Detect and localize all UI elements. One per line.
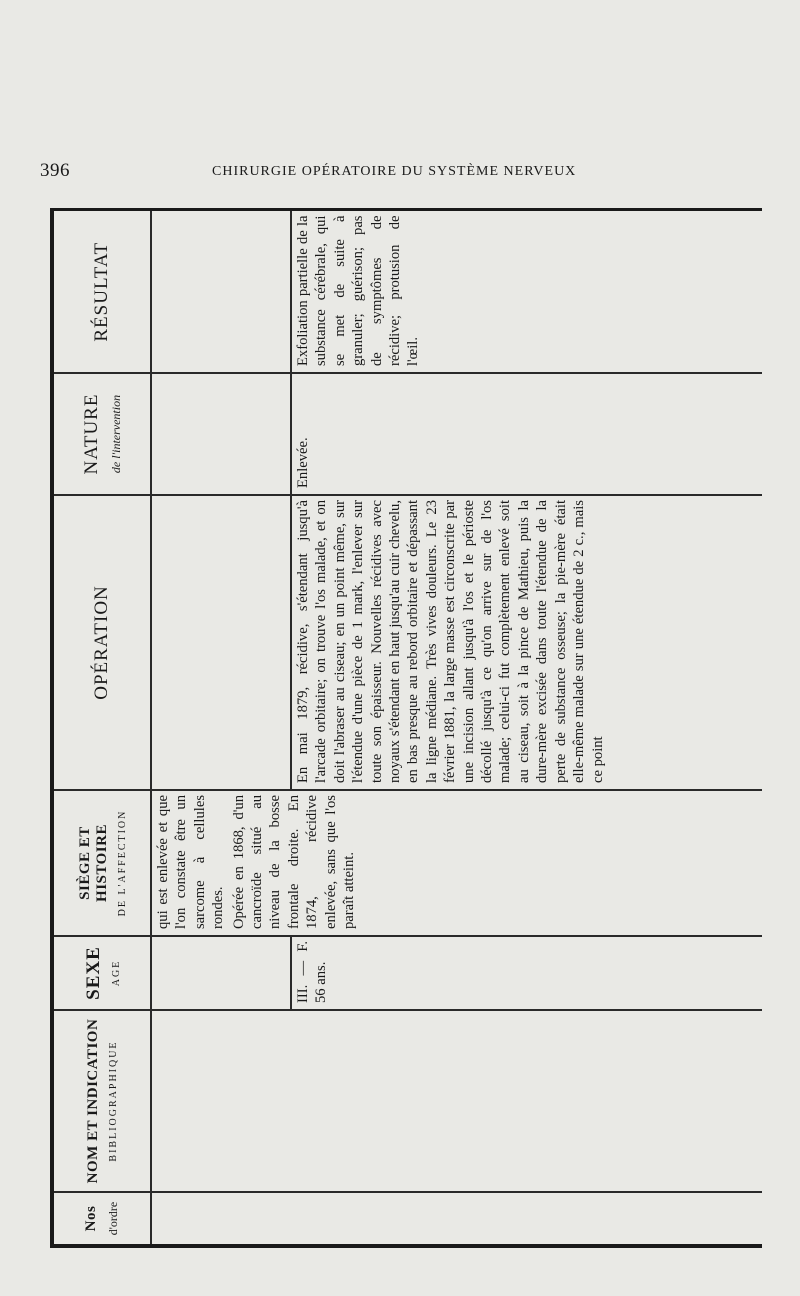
sexe-age-text: III. — F. 56 ans. [295,941,330,1003]
nom-header-line2: BIBLIOGRAPHIQUE [108,1040,119,1162]
nom-header-line1: NOM ET INDICATION [85,1018,101,1184]
resultat-header: RÉSULTAT [91,241,112,342]
cell-siege [151,790,762,936]
col-header-nom [52,1010,151,1192]
col-header-operation [52,495,151,790]
ordre-header-line2: d'ordre [106,1201,120,1236]
sexe-header-line2: AGE [110,959,122,987]
siege-header-line1: SIÈGE ET HISTOIRE [76,824,110,902]
col-header-siege [52,790,151,936]
resultat-text: Exfoliation partielle de la substance cérébrale, qui se met de suite à granuler; guérison; pas de symptômes de récidive; protusion de l'œil. [295,215,422,366]
page-number: 396 [40,160,70,181]
nature-header-line2: de l'intervention [108,394,123,474]
siege-continuation-text: qui est enlevée et que l'on constate être un sarcome à cellules rondes. [155,795,227,929]
cell-nature [151,373,762,495]
operation-text: En mai 1879, récidive, s'étendant jusqu'à l'arcade orbitaire; on trouve l'os malade, et on doit l'abraser au ciseau; en un point même, sur l'étendue d'une pièce de 1 mark, l'enlever sur toute son épaisseur. Nouvelles récidives avec noyaux s'étendant en haut jusqu'au cuir chevelu, en bas presque au rebord orbitaire et dépassant la ligne médiane. Très vives douleurs. Le 23 février 1881, la large masse est circonscrite par une incision allant jusqu'à l'os et le périoste décollé jusqu'à ce qu'on arrive sur de l'os malade; celui-ci fut complètement enlevé soit au ciseau, soit à la pince de Mathieu, puis la dure-mère excisée dans toute l'étendue de la perte de substance osseuse; la pie-mère était elle-même malade sur une étendue de 2 c., mais ce point [295,500,606,783]
col-header-sexe [52,936,151,1010]
cell-ordre [151,1192,762,1246]
col-header-nature [52,373,151,495]
cell-resultat [151,210,762,373]
ordre-header-line1: Nos [83,1205,99,1232]
siege-text: Opérée en 1868, d'un cancroïde situé au niveau de la bosse frontale droite. En 1874, récidive enlevée, sans que l'os paraît atteint. [230,795,358,929]
col-header-ordre [52,1192,151,1246]
rotated-table-wrapper [50,212,762,1248]
col-header-resultat [52,210,151,373]
case-table [50,209,762,1249]
cell-nom [151,1010,762,1192]
siege-header-line2: DE L'AFFECTION [116,809,128,917]
nature-header-line1: NATURE [80,393,102,475]
header-row [52,210,151,1246]
operation-header: OPÉRATION [91,585,112,700]
cell-sexe [151,936,762,1010]
nature-text: Enlevée. [295,437,311,488]
table-row [151,210,762,1246]
cell-operation [151,495,762,790]
running-head: CHIRURGIE OPÉRATOIRE DU SYSTÈME NERVEUX [212,164,577,179]
sexe-header-line1: SEXE [82,946,104,1000]
